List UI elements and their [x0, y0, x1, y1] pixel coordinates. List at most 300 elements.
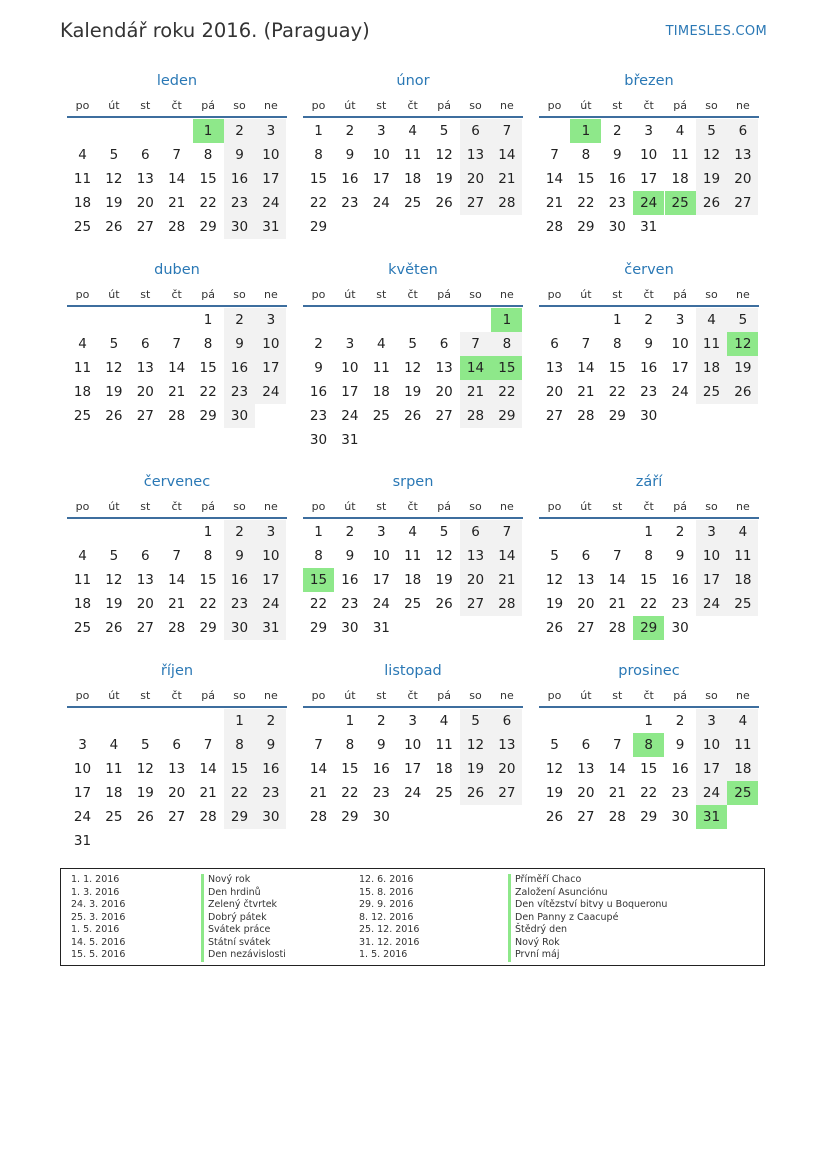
day-cell: 30	[224, 616, 255, 640]
weekday-header: út	[344, 99, 356, 112]
weekday-header: út	[580, 500, 592, 513]
day-cell: 27	[727, 191, 758, 215]
weekday-header: so	[233, 500, 246, 513]
day-cell: 23	[255, 781, 286, 805]
day-cell: 17	[640, 171, 658, 187]
weekday-header: pá	[437, 689, 451, 702]
day-cell: 31	[73, 833, 92, 849]
legend-date: 31. 12. 2016	[359, 936, 420, 948]
weekday-header: út	[344, 288, 356, 301]
day-cell: 5	[408, 336, 417, 352]
day-cell: 28	[608, 809, 626, 825]
day-cell: 20	[727, 167, 758, 191]
weekday-header: po	[75, 99, 90, 112]
day-cell: 17	[341, 384, 359, 400]
day-cell: 11	[404, 548, 422, 564]
weekday-header: út	[580, 99, 592, 112]
day-cell: 25	[665, 191, 696, 215]
day-cell: 7	[314, 737, 323, 753]
day-cell: 6	[460, 520, 491, 544]
day-cell: 4	[109, 737, 119, 753]
day-cell: 16	[224, 568, 255, 592]
day-cell: 27	[577, 620, 595, 636]
day-cell: 22	[640, 785, 658, 801]
day-cell: 9	[345, 548, 355, 564]
weekday-header: st	[376, 99, 387, 112]
legend-date: 8. 12. 2016	[359, 911, 414, 923]
day-cell: 26	[404, 408, 422, 424]
day-cell: 24	[696, 592, 727, 616]
day-cell: 5	[727, 308, 758, 332]
day-cell: 13	[460, 544, 491, 568]
day-cell: 10	[73, 761, 92, 777]
month-name: duben	[154, 262, 200, 278]
weekday-header: pá	[437, 99, 451, 112]
month-name: červen	[624, 262, 674, 278]
day-cell: 12	[105, 572, 123, 588]
weekday-header: po	[75, 500, 90, 513]
day-cell: 12	[105, 171, 123, 187]
day-cell: 6	[439, 336, 449, 352]
day-cell: 28	[545, 219, 564, 235]
day-cell: 24	[671, 384, 689, 400]
day-cell: 26	[545, 809, 564, 825]
day-cell: 5	[141, 737, 150, 753]
day-cell: 25	[73, 620, 92, 636]
day-cell: 11	[73, 360, 92, 376]
day-cell: 28	[460, 404, 491, 428]
weekday-header: po	[75, 288, 90, 301]
day-cell: 24	[341, 408, 359, 424]
weekday-header: po	[547, 500, 562, 513]
weekday-header: po	[311, 689, 326, 702]
day-cell: 14	[608, 572, 626, 588]
day-cell: 30	[224, 215, 255, 239]
day-cell: 3	[345, 336, 355, 352]
day-cell: 30	[372, 809, 390, 825]
day-cell: 27	[435, 408, 453, 424]
day-cell: 5	[550, 737, 559, 753]
legend-date: 1. 5. 2016	[71, 924, 120, 935]
day-cell: 17	[255, 167, 286, 191]
legend-holiday-name: Štědrý den	[508, 924, 567, 937]
month-name: březen	[624, 73, 674, 89]
day-cell: 7	[613, 548, 622, 564]
day-cell: 31	[341, 432, 359, 448]
day-cell: 9	[675, 548, 685, 564]
day-cell: 31	[255, 616, 286, 640]
day-cell: 15	[341, 761, 359, 777]
day-cell: 24	[73, 809, 92, 825]
day-cell: 14	[577, 360, 595, 376]
weekday-header: čt	[171, 99, 182, 112]
day-cell: 30	[608, 219, 626, 235]
day-cell: 13	[577, 761, 595, 777]
weekday-header: čt	[407, 99, 418, 112]
day-cell: 19	[460, 757, 491, 781]
day-cell: 4	[78, 548, 87, 564]
day-cell: 3	[377, 123, 386, 139]
day-cell: 2	[377, 713, 386, 729]
day-cell: 6	[581, 737, 591, 753]
weekday-header: pá	[201, 689, 215, 702]
day-cell: 25	[372, 408, 390, 424]
month-name: září	[635, 474, 663, 490]
day-cell: 14	[545, 171, 564, 187]
day-cell: 1	[203, 312, 213, 328]
month-header-rule	[539, 706, 759, 708]
weekday-header: po	[547, 288, 562, 301]
day-cell: 10	[404, 737, 422, 753]
day-cell: 31	[696, 805, 727, 829]
day-cell: 4	[727, 520, 758, 544]
day-cell: 28	[309, 809, 328, 825]
day-cell: 30	[224, 404, 255, 428]
day-cell: 21	[168, 195, 186, 211]
day-cell: 2	[675, 524, 685, 540]
day-cell: 11	[404, 147, 422, 163]
day-cell: 23	[341, 195, 359, 211]
weekday-header: st	[376, 689, 387, 702]
day-cell: 11	[435, 737, 453, 753]
month-header-rule	[303, 116, 523, 118]
month-name: červenec	[143, 474, 211, 490]
day-cell: 1	[644, 524, 653, 540]
weekday-header: pá	[673, 99, 687, 112]
day-cell: 29	[309, 620, 328, 636]
day-cell: 25	[404, 596, 422, 612]
day-cell: 5	[439, 524, 449, 540]
day-cell: 21	[577, 384, 595, 400]
day-cell: 22	[608, 384, 626, 400]
day-cell: 6	[581, 548, 591, 564]
day-cell: 24	[255, 592, 286, 616]
day-cell: 8	[581, 147, 591, 163]
day-cell: 23	[640, 384, 658, 400]
day-cell: 3	[408, 713, 417, 729]
day-cell: 29	[224, 805, 255, 829]
month-name: leden	[156, 73, 198, 89]
day-cell: 25	[73, 408, 92, 424]
day-cell: 17	[255, 356, 286, 380]
legend-date: 14. 5. 2016	[71, 936, 126, 948]
day-cell: 12	[545, 761, 564, 777]
month-header-rule	[67, 706, 287, 708]
day-cell: 18	[73, 596, 92, 612]
day-cell: 13	[491, 733, 522, 757]
day-cell: 16	[341, 572, 359, 588]
day-cell: 1	[491, 308, 522, 332]
day-cell: 10	[696, 544, 727, 568]
day-cell: 6	[550, 336, 559, 352]
day-cell: 23	[224, 191, 255, 215]
day-cell: 25	[435, 785, 453, 801]
weekday-header: st	[612, 99, 623, 112]
day-cell: 20	[460, 568, 491, 592]
legend-holiday-name: Nový rok	[201, 874, 250, 887]
day-cell: 21	[491, 167, 522, 191]
day-cell: 16	[224, 356, 255, 380]
legend-holiday-name: Nový Rok	[508, 937, 560, 950]
day-cell: 7	[460, 332, 491, 356]
weekday-header: po	[311, 99, 326, 112]
month-header-rule	[303, 706, 523, 708]
weekday-header: st	[140, 99, 151, 112]
weekday-header: út	[344, 689, 356, 702]
day-cell: 9	[675, 737, 685, 753]
day-cell: 9	[314, 360, 323, 376]
month-header-rule	[539, 116, 759, 118]
day-cell: 19	[696, 167, 727, 191]
month-name: únor	[396, 73, 430, 89]
day-cell: 7	[491, 520, 522, 544]
day-cell: 17	[255, 568, 286, 592]
site-link[interactable]: TIMESLES.COM	[665, 24, 767, 39]
weekday-header: ne	[500, 500, 514, 513]
day-cell: 13	[577, 572, 595, 588]
day-cell: 28	[168, 219, 186, 235]
weekday-header: pá	[673, 689, 687, 702]
day-cell: 18	[696, 356, 727, 380]
day-cell: 15	[199, 572, 217, 588]
weekday-header: st	[376, 288, 387, 301]
day-cell: 21	[460, 380, 491, 404]
day-cell: 4	[408, 524, 417, 540]
day-cell: 14	[168, 572, 186, 588]
month-name: srpen	[392, 474, 434, 490]
legend-holiday-name: První máj	[508, 949, 560, 962]
weekday-header: čt	[407, 288, 418, 301]
day-cell: 16	[671, 572, 689, 588]
day-cell: 5	[109, 548, 119, 564]
day-cell: 5	[109, 336, 119, 352]
day-cell: 17	[404, 761, 422, 777]
day-cell: 17	[671, 360, 689, 376]
day-cell: 1	[224, 709, 255, 733]
day-cell: 23	[671, 596, 689, 612]
day-cell: 27	[577, 809, 595, 825]
legend-date: 29. 9. 2016	[359, 899, 414, 910]
day-cell: 30	[640, 408, 658, 424]
day-cell: 17	[372, 171, 390, 187]
legend-holiday-name: Zelený čtvrtek	[201, 899, 277, 912]
day-cell: 27	[136, 219, 154, 235]
day-cell: 9	[644, 336, 653, 352]
weekday-header: st	[612, 689, 623, 702]
day-cell: 16	[255, 757, 286, 781]
day-cell: 28	[491, 191, 522, 215]
day-cell: 11	[727, 733, 758, 757]
day-cell: 19	[435, 572, 453, 588]
weekday-header: út	[108, 500, 120, 513]
month-header-rule	[303, 517, 523, 519]
weekday-header: út	[580, 288, 592, 301]
day-cell: 17	[696, 757, 727, 781]
weekday-header: út	[108, 288, 120, 301]
day-cell: 16	[608, 171, 626, 187]
weekday-header: čt	[407, 500, 418, 513]
day-cell: 26	[105, 219, 123, 235]
day-cell: 2	[644, 312, 653, 328]
day-cell: 30	[341, 620, 359, 636]
day-cell: 18	[404, 171, 422, 187]
legend-holiday-name: Den nezávislosti	[201, 949, 286, 962]
day-cell: 20	[545, 384, 564, 400]
day-cell: 29	[640, 809, 658, 825]
legend-date: 1. 1. 2016	[71, 874, 120, 885]
day-cell: 18	[73, 384, 92, 400]
day-cell: 10	[341, 360, 359, 376]
month-header-rule	[539, 517, 759, 519]
legend-holiday-name: Příměří Chaco	[508, 874, 581, 887]
day-cell: 15	[199, 360, 217, 376]
day-cell: 23	[224, 592, 255, 616]
day-cell: 16	[309, 384, 328, 400]
day-cell: 11	[696, 332, 727, 356]
weekday-header: čt	[171, 500, 182, 513]
legend-holiday-name: Den hrdinů	[201, 887, 261, 900]
day-cell: 3	[255, 520, 286, 544]
day-cell: 17	[696, 568, 727, 592]
weekday-header: čt	[643, 288, 654, 301]
day-cell: 24	[404, 785, 422, 801]
day-cell: 1	[570, 119, 601, 143]
weekday-header: so	[705, 288, 718, 301]
legend-holiday-name: Založení Asunciónu	[508, 887, 608, 900]
day-cell: 6	[491, 709, 522, 733]
weekday-header: po	[547, 689, 562, 702]
day-cell: 29	[491, 404, 522, 428]
day-cell: 13	[545, 360, 564, 376]
day-cell: 31	[640, 219, 658, 235]
day-cell: 14	[168, 171, 186, 187]
day-cell: 14	[608, 761, 626, 777]
day-cell: 25	[105, 809, 123, 825]
day-cell: 4	[78, 147, 87, 163]
day-cell: 23	[372, 785, 390, 801]
day-cell: 12	[545, 572, 564, 588]
day-cell: 11	[73, 171, 92, 187]
day-cell: 21	[491, 568, 522, 592]
day-cell: 29	[199, 620, 217, 636]
day-cell: 7	[491, 119, 522, 143]
day-cell: 26	[545, 620, 564, 636]
day-cell: 7	[172, 548, 181, 564]
weekday-header: ne	[736, 689, 750, 702]
day-cell: 22	[224, 781, 255, 805]
day-cell: 18	[671, 171, 689, 187]
day-cell: 3	[78, 737, 87, 753]
day-cell: 9	[224, 143, 255, 167]
weekday-header: pá	[437, 500, 451, 513]
day-cell: 3	[377, 524, 386, 540]
day-cell: 20	[136, 195, 154, 211]
month-header-rule	[67, 116, 287, 118]
day-cell: 2	[224, 308, 255, 332]
day-cell: 28	[168, 620, 186, 636]
day-cell: 23	[608, 195, 626, 211]
day-cell: 26	[460, 781, 491, 805]
day-cell: 16	[341, 171, 359, 187]
day-cell: 24	[255, 191, 286, 215]
day-cell: 13	[727, 143, 758, 167]
day-cell: 17	[73, 785, 92, 801]
day-cell: 4	[727, 709, 758, 733]
weekday-header: so	[233, 689, 246, 702]
day-cell: 7	[172, 147, 181, 163]
day-cell: 29	[309, 219, 328, 235]
day-cell: 14	[491, 544, 522, 568]
day-cell: 9	[377, 737, 386, 753]
weekday-header: ne	[736, 99, 750, 112]
day-cell: 21	[309, 785, 328, 801]
day-cell: 19	[136, 785, 154, 801]
day-cell: 19	[105, 596, 123, 612]
day-cell: 12	[105, 360, 123, 376]
day-cell: 8	[613, 336, 622, 352]
day-cell: 25	[727, 781, 758, 805]
legend-date: 15. 5. 2016	[71, 949, 126, 960]
day-cell: 8	[633, 733, 664, 757]
weekday-header: po	[75, 689, 90, 702]
month-header-rule	[67, 305, 287, 307]
day-cell: 24	[255, 380, 286, 404]
day-cell: 15	[224, 757, 255, 781]
weekday-header: ne	[500, 99, 514, 112]
weekday-header: po	[311, 500, 326, 513]
weekday-header: pá	[673, 500, 687, 513]
day-cell: 30	[671, 809, 689, 825]
weekday-header: ne	[500, 689, 514, 702]
day-cell: 8	[203, 147, 213, 163]
day-cell: 20	[168, 785, 186, 801]
day-cell: 2	[255, 709, 286, 733]
day-cell: 3	[255, 308, 286, 332]
day-cell: 11	[105, 761, 123, 777]
day-cell: 1	[203, 524, 213, 540]
day-cell: 30	[255, 805, 286, 829]
day-cell: 5	[550, 548, 559, 564]
day-cell: 10	[255, 544, 286, 568]
day-cell: 21	[168, 596, 186, 612]
day-cell: 4	[439, 713, 449, 729]
weekday-header: ne	[264, 99, 278, 112]
day-cell: 12	[460, 733, 491, 757]
weekday-header: čt	[407, 689, 418, 702]
day-cell: 19	[545, 596, 564, 612]
day-cell: 28	[608, 620, 626, 636]
day-cell: 21	[545, 195, 564, 211]
day-cell: 7	[172, 336, 181, 352]
day-cell: 19	[545, 785, 564, 801]
day-cell: 9	[345, 147, 355, 163]
weekday-header: čt	[643, 500, 654, 513]
day-cell: 19	[404, 384, 422, 400]
day-cell: 2	[675, 713, 685, 729]
day-cell: 22	[309, 596, 328, 612]
day-cell: 10	[372, 147, 390, 163]
day-cell: 18	[404, 572, 422, 588]
day-cell: 15	[199, 171, 217, 187]
weekday-header: so	[233, 288, 246, 301]
day-cell: 6	[141, 147, 150, 163]
day-cell: 29	[199, 408, 217, 424]
day-cell: 11	[372, 360, 390, 376]
day-cell: 18	[727, 757, 758, 781]
day-cell: 8	[644, 548, 653, 564]
day-cell: 3	[644, 123, 653, 139]
day-cell: 2	[613, 123, 622, 139]
